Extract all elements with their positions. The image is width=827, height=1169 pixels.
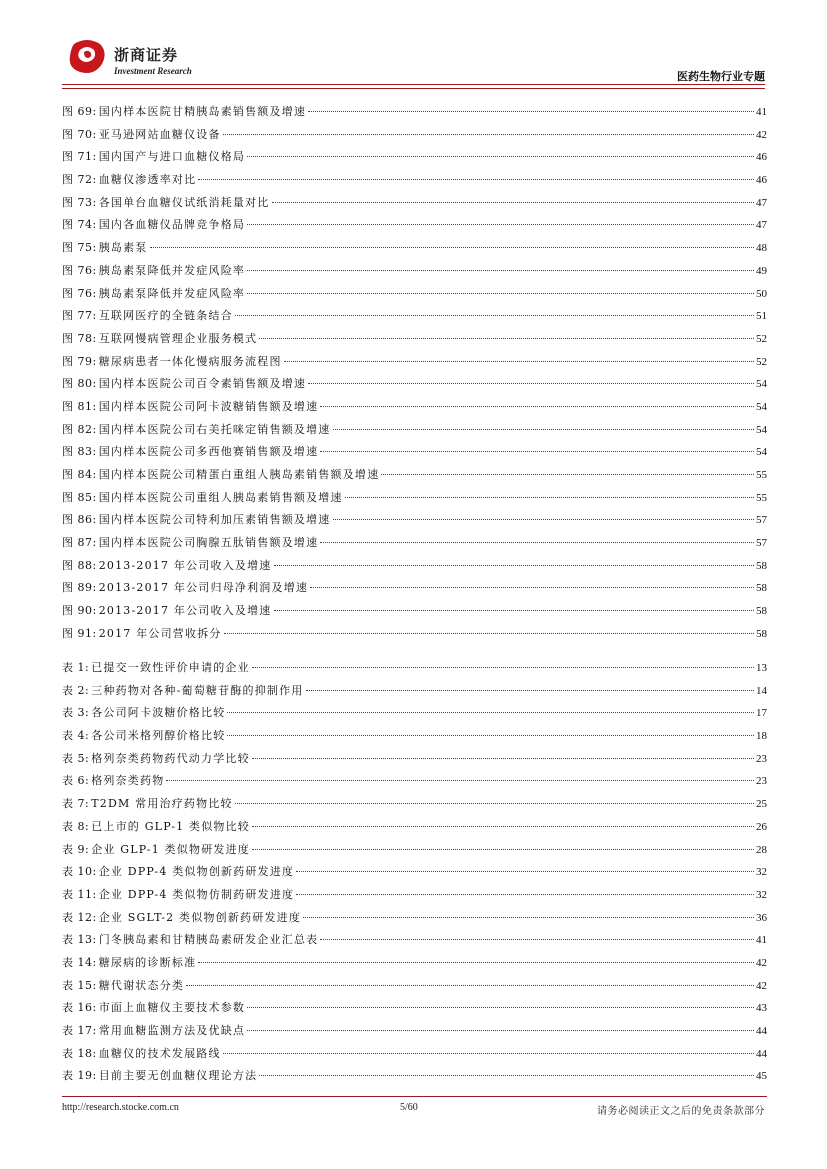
entry-page: 46 (756, 151, 767, 164)
entry-title: 已提交一致性评价申请的企业 (91, 661, 250, 674)
entry-title: 三种药物对各种-葡萄糖苷酶的抑制作用 (91, 683, 304, 697)
leader-dots (308, 383, 754, 384)
entry-number: 图 72: (62, 173, 97, 187)
leader-dots (198, 179, 754, 180)
table-index-row[interactable] (62, 770, 767, 793)
leader-dots (274, 610, 754, 611)
entry-page: 41 (756, 106, 767, 118)
table-index-row[interactable] (62, 657, 767, 680)
table-index-row[interactable] (62, 680, 767, 703)
entry-number: 表 12: (62, 910, 97, 924)
entry-title: 糖尿病患者一体化慢病服务流程图 (98, 354, 282, 368)
entry-title: 各公司米格列醇价格比较 (91, 729, 226, 743)
entry-title: 格列奈类药物药代动力学比较 (91, 751, 250, 765)
header-divider-thin (62, 88, 765, 89)
entry-title: 国内样本医院公司特利加压素销售额及增速 (98, 513, 331, 527)
leader-dots (247, 1030, 754, 1031)
entry-title: 国内国产与进口血糖仪格局 (98, 150, 246, 164)
entry-title: 各国单台血糖仪试纸消耗量对比 (98, 195, 270, 209)
entry-title: 胰岛素泵降低并发症风险率 (98, 286, 246, 300)
leader-dots (247, 270, 754, 271)
entry-page: 52 (756, 355, 767, 368)
entry-page: 54 (756, 446, 767, 459)
table-index-row[interactable] (62, 929, 767, 952)
entry-title: 亚马逊网站血糖仪设备 (98, 127, 221, 141)
leader-dots (166, 780, 754, 781)
figure-index-row[interactable] (62, 373, 767, 396)
entry-number: 图 73: (62, 195, 97, 209)
leader-dots (247, 293, 754, 294)
entry-number: 表 6: (62, 774, 90, 788)
entry-number: 表 7: (62, 797, 90, 811)
entry-page: 54 (756, 378, 767, 391)
entry-page: 28 (756, 843, 767, 856)
figure-index-row[interactable] (62, 169, 767, 192)
entry-number: 表 9: (62, 842, 90, 856)
figure-index-row[interactable] (62, 532, 767, 555)
leader-dots (227, 735, 754, 736)
entry-title: 门冬胰岛素和甘精胰岛素研发企业汇总表 (98, 933, 319, 947)
leader-dots (223, 1053, 754, 1054)
entry-number: 图 88: (62, 558, 97, 572)
entry-number: 图 84: (62, 468, 97, 481)
table-index-row[interactable] (62, 907, 767, 930)
entry-number: 图 77: (62, 309, 97, 323)
figure-index-row[interactable] (62, 146, 767, 169)
figure-index-row[interactable] (62, 396, 767, 419)
figure-index-row[interactable] (62, 192, 767, 215)
figure-index-row[interactable] (62, 328, 767, 351)
figure-index-row[interactable] (62, 509, 767, 532)
table-index-row[interactable] (62, 725, 767, 748)
leader-dots (308, 111, 754, 112)
entry-number: 图 82: (62, 422, 97, 436)
entry-page: 44 (756, 1047, 767, 1060)
table-index-row[interactable] (62, 702, 767, 725)
entry-title: 2013-2017 年公司收入及增速 (98, 558, 272, 572)
brand-subtitle: Investment Research (114, 66, 192, 76)
entry-page: 17 (756, 707, 767, 720)
entry-page: 32 (756, 888, 767, 901)
brand-name: 浙商证券 (114, 46, 179, 64)
entry-number: 图 71: (62, 150, 97, 164)
entry-page: 57 (756, 514, 767, 527)
entry-title: 国内样本医院公司百令素销售额及增速 (98, 377, 307, 391)
entry-page: 52 (756, 332, 767, 345)
entry-title: 胰岛素泵 (98, 241, 148, 255)
entry-number: 图 80: (62, 377, 97, 391)
entry-page: 58 (756, 582, 767, 595)
entry-number: 表 14: (62, 955, 97, 969)
table-index-row[interactable] (62, 839, 767, 862)
entry-page: 42 (756, 128, 767, 141)
entry-number: 表 10: (62, 865, 97, 879)
entry-number: 图 74: (62, 218, 97, 232)
leader-dots (296, 894, 754, 895)
entry-number: 图 90: (62, 604, 97, 618)
entry-title: 市面上血糖仪主要技术参数 (98, 1001, 246, 1015)
entry-number: 图 86: (62, 513, 97, 527)
figure-index-row[interactable] (62, 283, 767, 306)
leader-dots (310, 587, 754, 588)
entry-title: 国内样本医院公司右美托咪定销售额及增速 (98, 422, 331, 436)
footer-url-link[interactable]: http://research.stocke.com.cn (62, 1102, 179, 1113)
entry-title: 国内样本医院公司阿卡波糖销售额及增速 (98, 399, 319, 413)
entry-number: 表 18: (62, 1046, 97, 1060)
entry-title: 2013-2017 年公司收入及增速 (98, 604, 272, 618)
entry-title: 企业 SGLT-2 类似物创新药研发进度 (98, 910, 302, 924)
entry-title: 血糖仪渗透率对比 (98, 173, 197, 187)
stocke-logo-icon (66, 38, 108, 76)
entry-title: 已上市的 GLP-1 类似物比较 (91, 819, 251, 833)
entry-title: 互联网医疗的全链条结合 (98, 309, 233, 323)
entry-title: 糖尿病的诊断标准 (98, 955, 197, 969)
entry-number: 表 3: (62, 706, 90, 720)
entry-title: T2DM 常用治疗药物比较 (91, 797, 233, 811)
figure-index-row[interactable] (62, 623, 767, 646)
entry-title: 血糖仪的技术发展路线 (98, 1046, 221, 1060)
entry-title: 国内样本医院公司精蛋白重组人胰岛素销售额及增速 (98, 468, 380, 481)
leader-dots (333, 429, 754, 430)
entry-title: 国内样本医院公司胸腺五肽销售额及增速 (98, 536, 319, 550)
leader-dots (320, 406, 754, 407)
table-index-row[interactable] (62, 748, 767, 771)
entry-number: 图 91: (62, 626, 97, 640)
leader-dots (320, 542, 754, 543)
leader-dots (247, 224, 754, 225)
leader-dots (274, 565, 754, 566)
figure-index-row[interactable] (62, 237, 767, 260)
entry-page: 57 (756, 537, 767, 550)
leader-dots (150, 247, 754, 248)
leader-dots (224, 633, 754, 634)
entry-title: 企业 DPP-4 类似物仿制药研发进度 (98, 887, 295, 901)
entry-title: 企业 DPP-4 类似物创新药研发进度 (98, 865, 295, 879)
leader-dots (381, 474, 754, 475)
entry-page: 23 (756, 752, 767, 765)
figure-index-row[interactable] (62, 487, 767, 510)
entry-page: 49 (756, 264, 767, 277)
entry-number: 表 13: (62, 933, 97, 947)
table-index-row[interactable] (62, 793, 767, 816)
entry-page: 51 (756, 310, 767, 323)
leader-dots (252, 826, 754, 827)
entry-number: 图 83: (62, 445, 97, 459)
entry-page: 44 (756, 1025, 767, 1037)
leader-dots (252, 667, 754, 668)
figure-index-row[interactable] (62, 305, 767, 328)
entry-page: 46 (756, 174, 767, 187)
entry-title: 互联网慢病管理企业服务模式 (98, 331, 258, 345)
entry-title: 2017 年公司营收拆分 (98, 626, 222, 640)
entry-page: 13 (756, 662, 767, 674)
figure-index-row[interactable] (62, 464, 767, 487)
leader-dots (259, 338, 754, 339)
entry-page: 45 (756, 1070, 767, 1083)
entry-page: 23 (756, 775, 767, 788)
report-title: 医药生物行业专题 (677, 70, 765, 83)
entry-title: 国内样本医院公司重组人胰岛素销售额及增速 (98, 490, 343, 504)
leader-dots (186, 985, 754, 986)
figure-index-row[interactable] (62, 214, 767, 237)
figure-index-row[interactable] (62, 600, 767, 623)
table-index-row[interactable] (62, 997, 767, 1020)
leader-dots (223, 134, 754, 135)
leader-dots (306, 690, 754, 691)
entry-page: 42 (756, 979, 767, 992)
leader-dots (272, 202, 754, 203)
leader-dots (303, 917, 754, 918)
entry-number: 图 78: (62, 331, 97, 345)
entry-number: 表 1: (62, 661, 90, 674)
entry-page: 47 (756, 196, 767, 209)
entry-number: 图 76: (62, 286, 97, 300)
entry-number: 表 17: (62, 1024, 97, 1037)
figure-index (62, 101, 767, 646)
entry-number: 图 79: (62, 354, 97, 368)
entry-page: 18 (756, 730, 767, 743)
entry-page: 47 (756, 219, 767, 232)
entry-number: 表 11: (62, 887, 97, 901)
entry-title: 各公司阿卡波糖价格比较 (91, 706, 226, 720)
entry-page: 14 (756, 684, 767, 697)
entry-title: 胰岛素泵降低并发症风险率 (98, 263, 246, 277)
entry-page: 58 (756, 559, 767, 572)
entry-page: 41 (756, 934, 767, 947)
leader-dots (235, 803, 754, 804)
leader-dots (247, 156, 754, 157)
entry-number: 图 70: (62, 127, 97, 141)
entry-number: 表 16: (62, 1001, 97, 1015)
entry-page: 32 (756, 866, 767, 879)
figure-index-row[interactable] (62, 124, 767, 147)
leader-dots (235, 315, 754, 316)
entry-title: 国内各血糖仪品牌竞争格局 (98, 218, 246, 232)
entry-page: 42 (756, 956, 767, 969)
table-index-row[interactable] (62, 1065, 767, 1088)
leader-dots (252, 758, 754, 759)
figure-index-row[interactable] (62, 419, 767, 442)
entry-number: 表 4: (62, 729, 90, 743)
leader-dots (333, 519, 754, 520)
entry-number: 图 87: (62, 536, 97, 550)
entry-number: 图 69: (62, 105, 97, 118)
table-index-row[interactable] (62, 975, 767, 998)
leader-dots (252, 849, 754, 850)
entry-number: 表 2: (62, 683, 90, 697)
entry-page: 43 (756, 1002, 767, 1015)
leader-dots (284, 361, 754, 362)
page-header (0, 0, 827, 92)
entry-title: 国内样本医院甘精胰岛素销售额及增速 (98, 105, 307, 118)
entry-number: 图 75: (62, 241, 97, 255)
entry-title: 企业 GLP-1 类似物研发进度 (91, 842, 251, 856)
leader-dots (198, 962, 754, 963)
entry-page: 55 (756, 469, 767, 481)
entry-title: 2013-2017 年公司归母净利润及增速 (98, 581, 309, 595)
entry-page: 54 (756, 400, 767, 413)
entry-title: 目前主要无创血糖仪理论方法 (98, 1069, 258, 1083)
leader-dots (345, 497, 754, 498)
entry-page: 36 (756, 911, 767, 924)
entry-page: 58 (756, 627, 767, 640)
entry-number: 图 85: (62, 490, 97, 504)
figure-index-row[interactable] (62, 351, 767, 374)
entry-number: 图 89: (62, 581, 97, 595)
figure-index-row[interactable] (62, 441, 767, 464)
table-index (62, 657, 767, 1088)
leader-dots (227, 712, 754, 713)
entry-title: 糖代谢状态分类 (98, 978, 185, 992)
table-index-row[interactable] (62, 1043, 767, 1066)
leader-dots (320, 451, 754, 452)
page-number: 5/60 (400, 1102, 418, 1113)
table-index-row[interactable] (62, 861, 767, 884)
entry-number: 表 15: (62, 978, 97, 992)
entry-page: 25 (756, 798, 767, 811)
leader-dots (296, 871, 754, 872)
table-index-row[interactable] (62, 1020, 767, 1043)
entry-page: 55 (756, 491, 767, 504)
figure-index-row[interactable] (62, 101, 767, 124)
entry-title: 常用血糖监测方法及优缺点 (98, 1024, 246, 1037)
leader-dots (320, 939, 754, 940)
leader-dots (247, 1007, 754, 1008)
entry-number: 表 5: (62, 751, 90, 765)
entry-page: 58 (756, 605, 767, 618)
entry-number: 图 76: (62, 263, 97, 277)
entry-page: 54 (756, 423, 767, 436)
figure-index-row[interactable] (62, 577, 767, 600)
table-index-row[interactable] (62, 816, 767, 839)
disclaimer-note: 请务必阅读正文之后的免责条款部分 (597, 1106, 765, 1117)
entry-title: 格列奈类药物 (91, 774, 165, 788)
entry-number: 表 19: (62, 1069, 97, 1083)
table-index-row[interactable] (62, 884, 767, 907)
entry-page: 48 (756, 242, 767, 255)
figure-index-row[interactable] (62, 555, 767, 578)
entry-page: 50 (756, 287, 767, 300)
header-divider (62, 84, 765, 85)
entry-title: 国内样本医院公司多西他赛销售额及增速 (98, 445, 319, 459)
entry-number: 表 8: (62, 819, 90, 833)
entry-number: 图 81: (62, 399, 97, 413)
leader-dots (259, 1075, 754, 1076)
entry-page: 26 (756, 820, 767, 833)
figure-index-row[interactable] (62, 260, 767, 283)
table-index-row[interactable] (62, 952, 767, 975)
footer-divider (62, 1096, 767, 1097)
